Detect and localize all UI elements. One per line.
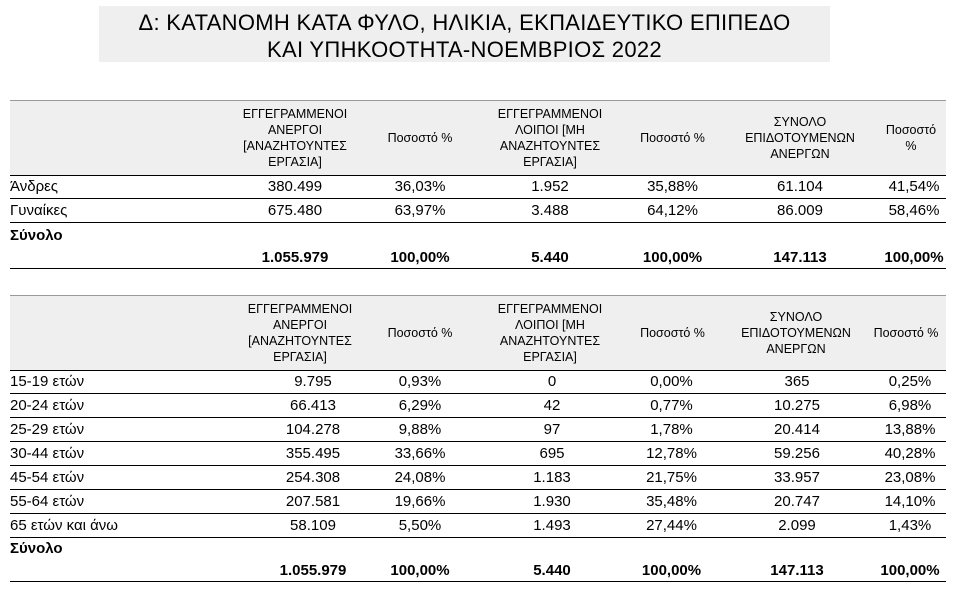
table-row <box>10 418 946 442</box>
cell-percent: 6,98% <box>888 397 932 414</box>
cell-value: 58.109 <box>290 517 336 534</box>
cell-value: 1.183 <box>533 469 571 486</box>
total-value: 147.113 <box>773 248 827 266</box>
cell-percent: 36,03% <box>394 178 446 195</box>
cell-percent: 64,12% <box>647 202 698 219</box>
cell-value: 97 <box>543 421 561 438</box>
cell-value: 695 <box>539 445 565 462</box>
total-percent: 100,00% <box>642 248 703 266</box>
cell-value: 675.480 <box>267 202 323 219</box>
row-label: 20-24 ετών <box>10 397 85 414</box>
cell-percent: 0,93% <box>398 373 442 390</box>
total-label-row <box>10 537 946 559</box>
cell-value: 9.795 <box>294 373 332 390</box>
total-percent: 100,00% <box>880 561 940 579</box>
cell-value: 61.104 <box>777 178 823 195</box>
total-row <box>10 559 946 581</box>
total-label: Σύνολο <box>10 539 63 557</box>
total-value: 1.055.979 <box>279 561 347 579</box>
header-registered-other: ΕΓΓΕΓΡΑΜΜΕΝΟΙ ΛΟΙΠΟΙ [ΜΗ ΑΝΑΖΗΤΟΥΝΤΕΣ ΕΡΓΑΣΙΑ] <box>497 107 603 169</box>
row-label: 45-54 ετών <box>10 469 85 486</box>
header-percentage-3: Ποσοστό % <box>873 326 939 340</box>
row-label: Άνδρες <box>10 178 59 195</box>
cell-percent: 35,88% <box>647 178 698 195</box>
table-bottom-border <box>10 268 946 269</box>
cell-percent: 1,78% <box>650 421 693 438</box>
cell-value: 10.275 <box>774 397 820 414</box>
cell-value: 20.747 <box>774 493 820 510</box>
title-line-2: ΚΑΙ ΥΠΗΚΟΟΤΗΤΑ-ΝΟΕΜΒΡΙΟΣ 2022 <box>267 37 662 62</box>
cell-percent: 13,88% <box>884 421 936 438</box>
table-row <box>10 394 946 418</box>
cell-percent: 14,10% <box>884 493 936 510</box>
total-percent: 100,00% <box>884 248 944 266</box>
header-percentage-1: Ποσοστό % <box>387 326 453 340</box>
table-row <box>10 175 946 199</box>
age-table-header <box>10 295 946 371</box>
table-row <box>10 514 946 538</box>
total-value: 147.113 <box>770 561 824 579</box>
cell-value: 66.413 <box>290 397 336 414</box>
row-label: 65 ετών και άνω <box>10 517 119 534</box>
cell-value: 1.952 <box>531 178 569 195</box>
cell-value: 42 <box>543 397 561 414</box>
cell-percent: 23,08% <box>884 469 936 486</box>
cell-value: 2.099 <box>778 517 816 534</box>
row-label: 30-44 ετών <box>10 445 85 462</box>
cell-value: 59.256 <box>774 445 820 462</box>
header-percentage-3: Ποσοστό % <box>885 123 937 153</box>
cell-percent: 0,00% <box>650 373 693 390</box>
cell-value: 1.493 <box>533 517 571 534</box>
report-title <box>99 6 830 62</box>
cell-value: 33.957 <box>774 469 820 486</box>
cell-value: 0 <box>547 373 557 390</box>
cell-value: 20.414 <box>774 421 820 438</box>
cell-percent: 1,43% <box>888 517 932 534</box>
cell-percent: 58,46% <box>888 202 940 219</box>
table-row <box>10 199 946 223</box>
header-registered-unemployed: ΕΓΓΕΓΡΑΜΜΕΝΟΙ ΑΝΕΡΓΟΙ [ΑΝΑΖΗΤΟΥΝΤΕΣ ΕΡΓΑΣΙΑ] <box>242 107 348 169</box>
title-line-1: Δ: ΚΑΤΑΝΟΜΗ ΚΑΤΑ ΦΥΛΟ, ΗΛΙΚΙΑ, ΕΚΠΑΙΔΕΥΤΙΚΟ ΕΠΙΠΕΔΟ <box>138 10 791 35</box>
cell-percent: 0,25% <box>888 373 932 390</box>
total-percent: 100,00% <box>641 561 702 579</box>
cell-percent: 41,54% <box>888 178 940 195</box>
cell-percent: 5,50% <box>398 517 442 534</box>
cell-value: 254.308 <box>285 469 341 486</box>
header-percentage-1: Ποσοστό % <box>387 131 453 145</box>
table-row <box>10 490 946 514</box>
cell-percent: 27,44% <box>646 517 697 534</box>
header-total-subsidized: ΣΥΝΟΛΟ ΕΠΙΔΟΤΟΥΜΕΝΩΝ ΑΝΕΡΓΩΝ <box>745 115 855 161</box>
cell-value: 104.278 <box>285 421 341 438</box>
total-label: Σύνολο <box>10 226 63 244</box>
table-row <box>10 466 946 490</box>
cell-percent: 19,66% <box>394 493 446 510</box>
cell-value: 365 <box>784 373 810 390</box>
total-row <box>10 246 946 268</box>
header-percentage-2: Ποσοστό % <box>640 131 705 145</box>
total-label-row <box>10 224 946 246</box>
cell-value: 3.488 <box>531 202 569 219</box>
cell-percent: 35,48% <box>646 493 697 510</box>
cell-percent: 6,29% <box>398 397 442 414</box>
cell-value: 207.581 <box>285 493 341 510</box>
cell-percent: 12,78% <box>646 445 697 462</box>
table-row <box>10 370 946 394</box>
cell-percent: 21,75% <box>646 469 697 486</box>
cell-percent: 0,77% <box>650 397 693 414</box>
cell-percent: 24,08% <box>394 469 446 486</box>
gender-table-header <box>10 100 946 176</box>
cell-value: 355.495 <box>285 445 341 462</box>
total-percent: 100,00% <box>390 248 450 266</box>
row-label: 15-19 ετών <box>10 373 85 390</box>
cell-value: 86.009 <box>777 202 823 219</box>
cell-value: 380.499 <box>267 178 323 195</box>
cell-value: 1.930 <box>533 493 571 510</box>
header-percentage-2: Ποσοστό % <box>640 326 705 340</box>
cell-percent: 33,66% <box>394 445 446 462</box>
header-total-subsidized: ΣΥΝΟΛΟ ΕΠΙΔΟΤΟΥΜΕΝΩΝ ΑΝΕΡΓΩΝ <box>741 310 851 356</box>
total-value: 5.440 <box>531 248 569 266</box>
total-value: 5.440 <box>533 561 571 579</box>
total-percent: 100,00% <box>390 561 450 579</box>
cell-percent: 63,97% <box>394 202 446 219</box>
table-row <box>10 442 946 466</box>
cell-percent: 40,28% <box>884 445 936 462</box>
header-registered-unemployed: ΕΓΓΕΓΡΑΜΜΕΝΟΙ ΑΝΕΡΓΟΙ [ΑΝΑΖΗΤΟΥΝΤΕΣ ΕΡΓΑΣΙΑ] <box>247 302 353 364</box>
row-label: Γυναίκες <box>10 202 68 219</box>
age-table <box>10 295 946 582</box>
row-label: 25-29 ετών <box>10 421 85 438</box>
header-registered-other: ΕΓΓΕΓΡΑΜΜΕΝΟΙ ΛΟΙΠΟΙ [ΜΗ ΑΝΑΖΗΤΟΥΝΤΕΣ ΕΡΓΑΣΙΑ] <box>497 302 603 364</box>
table-bottom-border <box>10 581 946 582</box>
gender-table <box>10 100 946 270</box>
cell-percent: 9,88% <box>398 421 442 438</box>
total-value: 1.055.979 <box>261 248 329 266</box>
row-label: 55-64 ετών <box>10 493 85 510</box>
